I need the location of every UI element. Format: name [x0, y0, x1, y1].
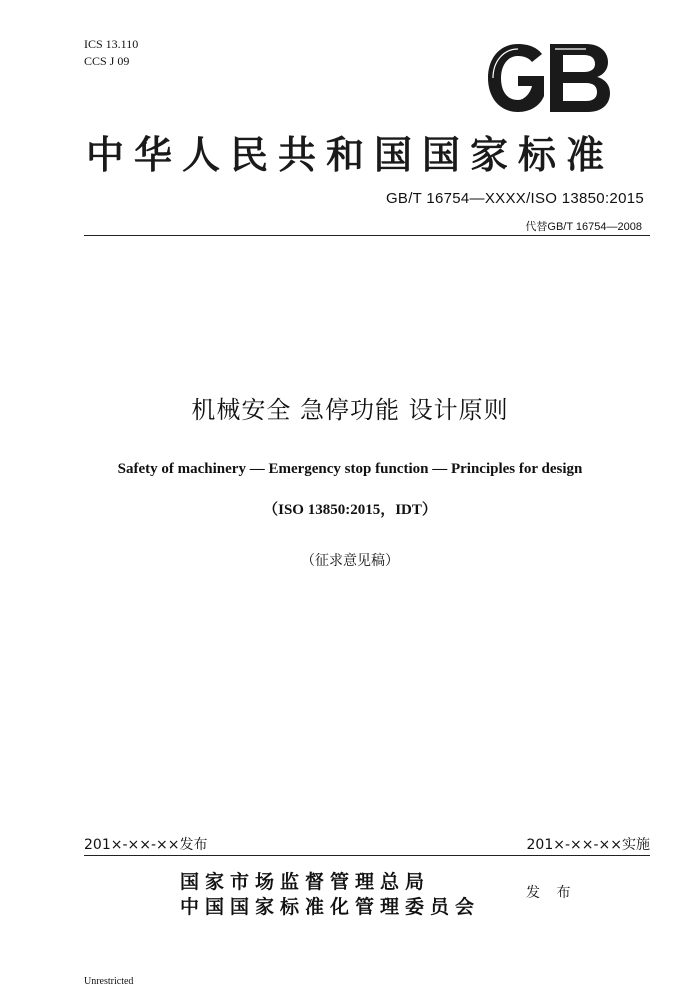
- header-divider: [84, 235, 650, 236]
- publisher-block: [180, 870, 480, 920]
- classification-codes: [84, 36, 138, 70]
- gb-logo: [484, 40, 612, 116]
- document-title-en: Safety of machinery — Emergency stop function — Principles for design: [117, 461, 583, 477]
- publisher-line-1: 国家市场监督管理总局: [180, 871, 431, 893]
- ics-code: ICS 13.110: [84, 37, 139, 51]
- standard-number: GB/T 16754—XXXX/ISO 13850:2015: [385, 190, 644, 207]
- draft-status: （征求意见稿）: [301, 553, 399, 569]
- ccs-code: CCS J 09: [84, 54, 130, 68]
- classification-footer: Unrestricted: [84, 976, 134, 987]
- iso-equivalence: （ISO 13850:2015，IDT）: [263, 502, 437, 518]
- standard-title: 中华人民共和国国家标准: [85, 133, 614, 177]
- implementation-date: 201×-××-××实施: [526, 837, 650, 853]
- publisher-line-2: 中国国家标准化管理委员会: [180, 896, 481, 918]
- footer-divider: [84, 855, 650, 856]
- publish-label: 发 布: [526, 885, 577, 901]
- document-title-cn: 机械安全 急停功能 设计原则: [191, 396, 509, 424]
- replaces-note: 代替GB/T 16754—2008: [525, 221, 642, 233]
- issue-date: 201×-××-××发布: [84, 837, 208, 853]
